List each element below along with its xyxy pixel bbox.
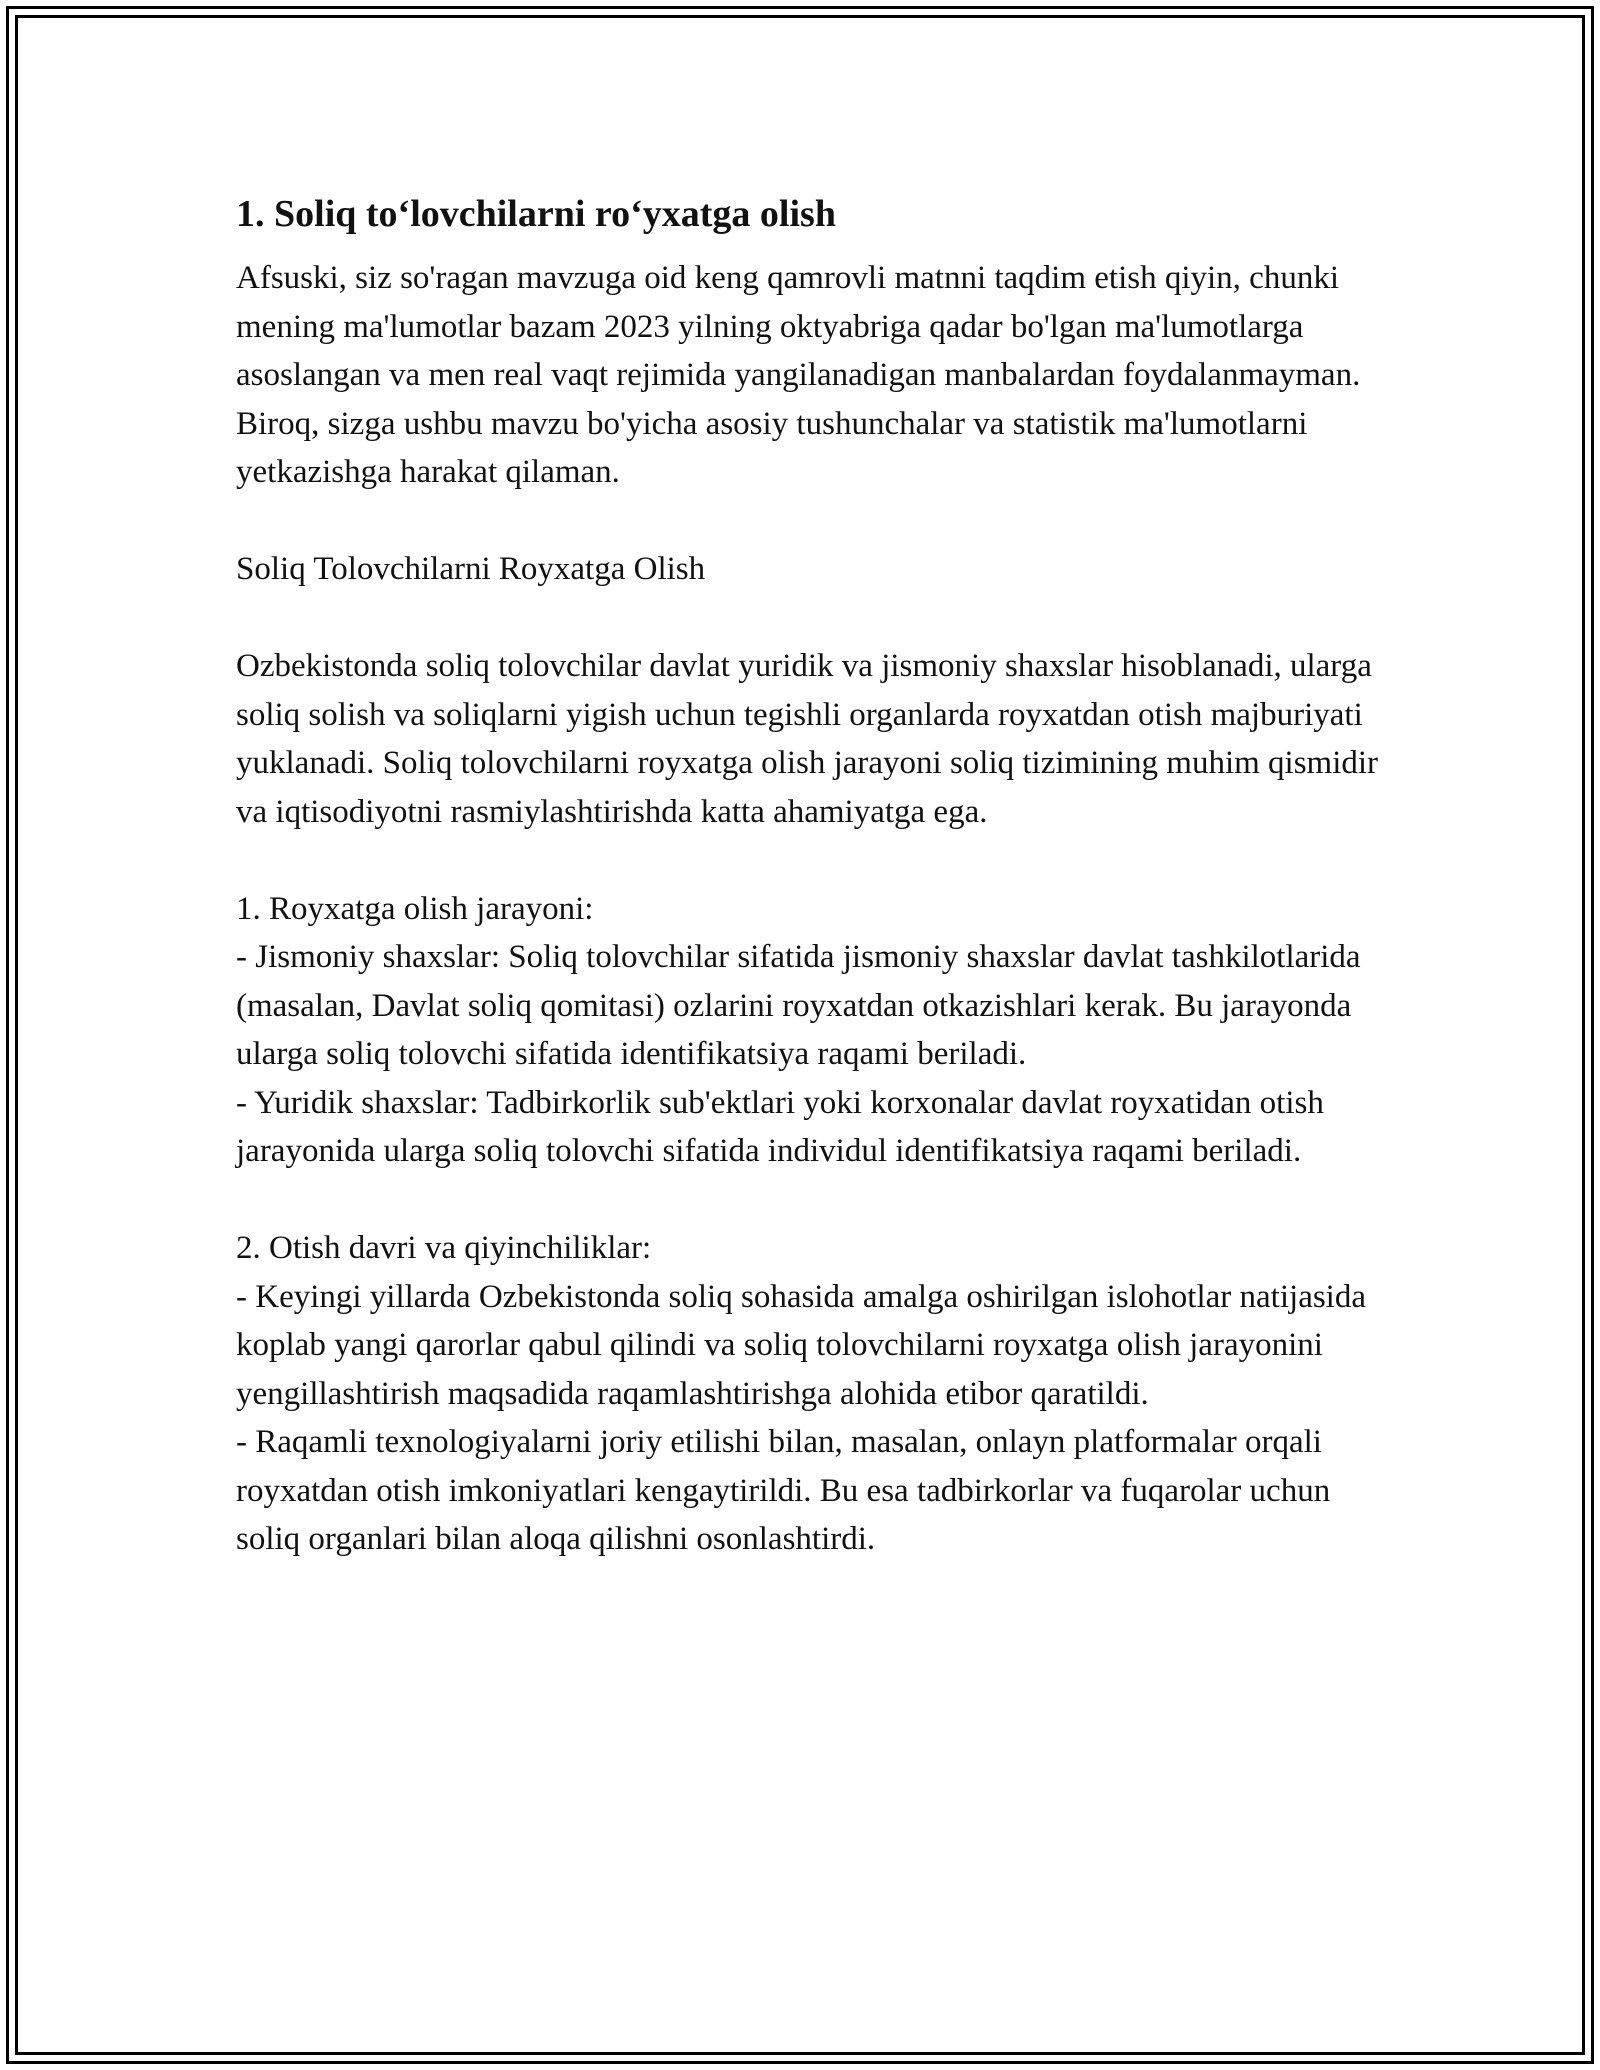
spacer xyxy=(236,1176,1386,1225)
spacer xyxy=(236,497,1386,546)
section-subtitle: Soliq Tolovchilarni Royxatga Olish xyxy=(236,551,706,587)
spacer xyxy=(236,594,1386,643)
section-title-transition: 2. Otish davri va qiyinchiliklar: xyxy=(236,1230,652,1266)
section-title-registration: 1. Royxatga olish jarayoni: xyxy=(236,890,594,927)
spacer xyxy=(236,836,1386,885)
list-item-digital: - Raqamli texnologiyalarni joriy etilishi bilan, masalan, onlayn platformalar orqali royxatdan otish imkoniyatlari kengaytirildi. Bu esa tadbirkorlar va fuqarolar uchun soliq organlari bilan aloqa qilishni osonlashtirdi. xyxy=(236,1424,1331,1557)
document-heading: 1. Soliq to‘lovchilarni ro‘yxatga olish xyxy=(236,193,836,235)
list-item-individuals: - Jismoniy shaxslar: Soliq tolovchilar sifatida jismoniy shaxslar davlat tashkilotlarida (masalan, Davlat soliq qomitasi) ozlarini royxatdan otkazishlari kerak. Bu jarayonda ularga soliq tolovchi sifatida identifikatsiya raqami beriladi. xyxy=(236,939,1361,1072)
document-body xyxy=(236,186,1386,1564)
list-item-reforms: - Keyingi yillarda Ozbekistonda soliq sohasida amalga oshirilgan islohotlar natijasida koplab yangi qarorlar qabul qilindi va soliq tolovchilarni royxatga olish jarayonini yengillashtirish maqsadida raqamlashtirishga alohida etibor qaratildi. xyxy=(236,1278,1366,1412)
list-item-legal-entities: - Yuridik shaxslar: Tadbirkorlik sub'ektlari yoki korxonalar davlat royxatidan otish jarayonida ularga soliq tolovchi sifatida individul identifikatsiya raqami beriladi. xyxy=(236,1084,1324,1169)
overview-paragraph: Ozbekistonda soliq tolovchilar davlat yuridik va jismoniy shaxslar hisoblanadi, ularga soliq solish va soliqlarni yigish uchun tegishli organlarda royxatdan otish majburiyati yuklanadi. Soliq tolovchilarni royxatga olish jarayoni soliq tizimining muhim qismidir va iqtisodiyotni rasmiylashtirishda katta ahamiyatga ega. xyxy=(236,648,1379,830)
intro-paragraph: Afsuski, siz so'ragan mavzuga oid keng qamrovli matnni taqdim etish qiyin, chunki mening ma'lumotlar bazam 2023 yilning oktyabriga qadar bo'lgan ma'lumotlarga asoslangan va men real vaqt rejimida yangilanadigan manbalardan foydalanmayman. Biroq, sizga ushbu mavzu bo'yicha asosiy tushunchalar va statistik ma'lumotlarni yetkazishga harakat qilaman. xyxy=(236,260,1361,490)
